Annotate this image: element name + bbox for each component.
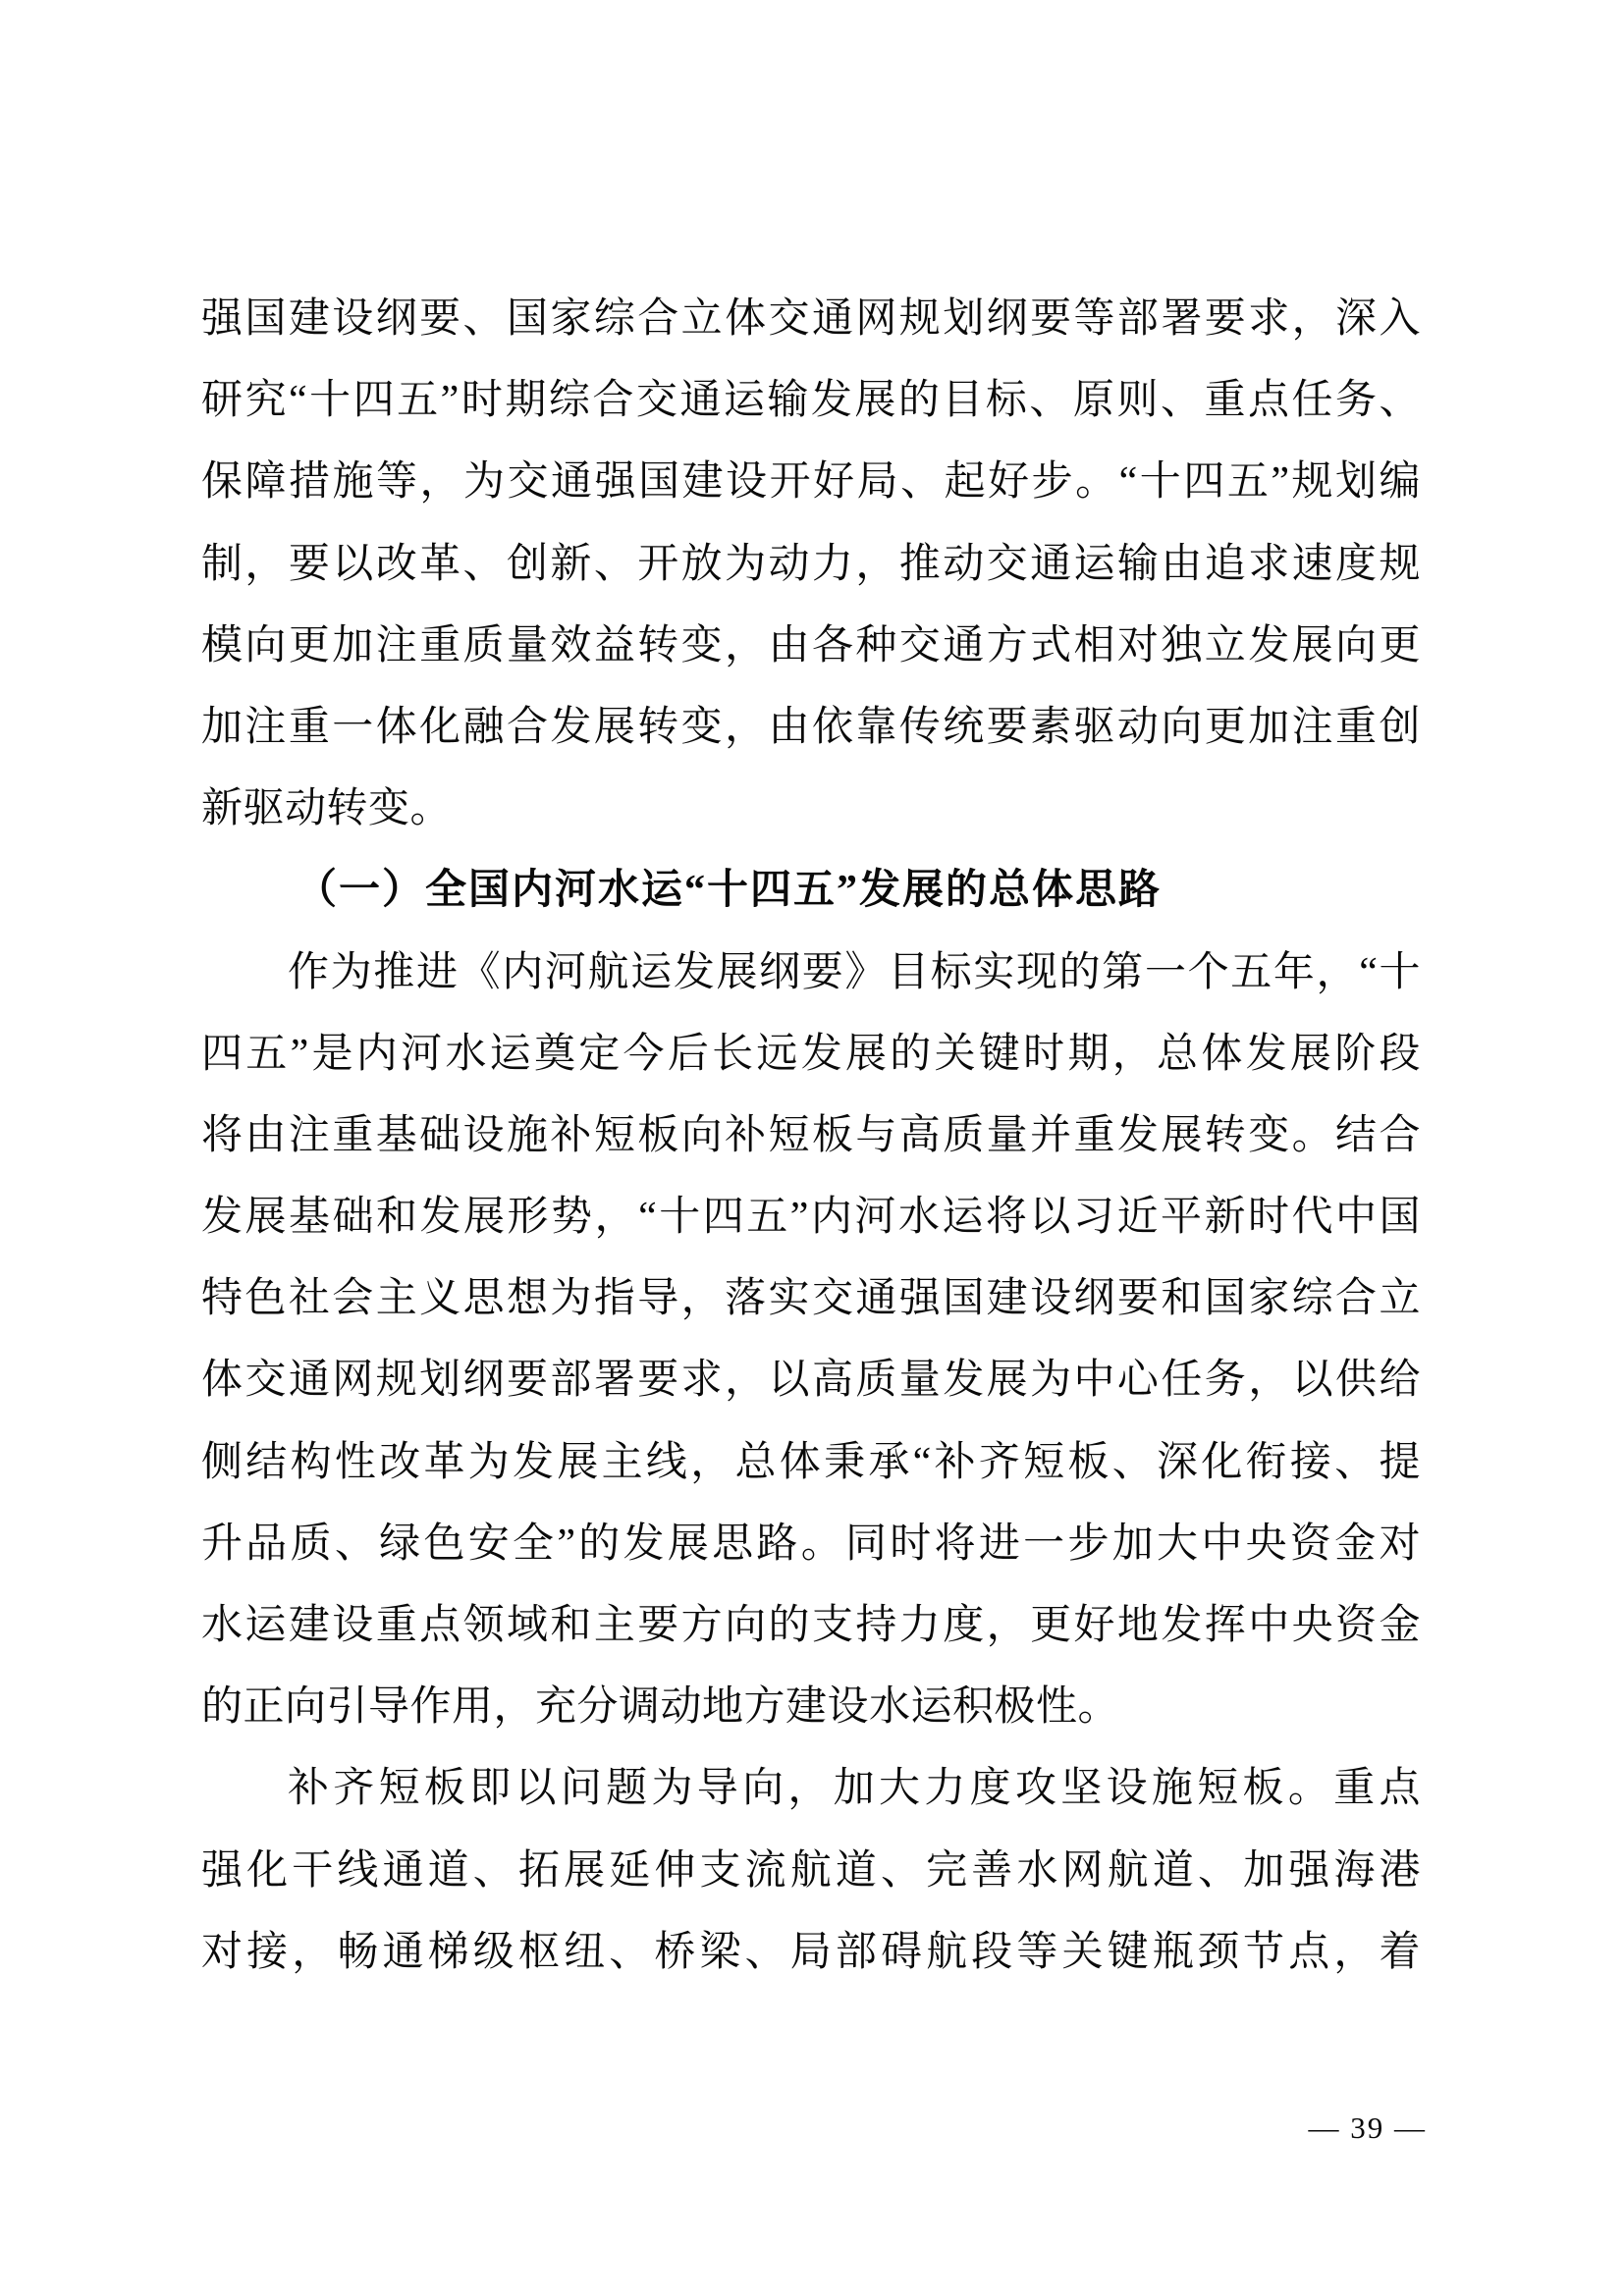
text-line: 作为推进《内河航运发展纲要》目标实现的第一个五年，“十 (288, 949, 1421, 995)
text-line: 将由注重基础设施补短板向补短板与高质量并重发展转变。结合 (201, 1112, 1421, 1158)
section-heading: （一）全国内河水运“十四五”发展的总体思路 (296, 868, 1163, 914)
text-line: 体交通网规划纲要部署要求，以高质量发展为中心任务，以供给 (201, 1358, 1421, 1404)
text-line: 的正向引导作用，充分调动地方建设水运积极性。 (201, 1684, 1120, 1731)
text-line: 特色社会主义思想为指导，落实交通强国建设纲要和国家综合立 (201, 1276, 1421, 1322)
text-line: 模向更加注重质量效益转变，由各种交通方式相对独立发展向更 (201, 622, 1421, 668)
document-body (201, 279, 1421, 1994)
text-line: 保障措施等，为交通强国建设开好局、起好步。“十四五”规划编 (201, 459, 1421, 506)
text-line: 研究“十四五”时期综合交通运输发展的目标、原则、重点任务、 (201, 378, 1421, 424)
text-line: 新驱动转变。 (201, 786, 453, 832)
text-line: 发展基础和发展形势，“十四五”内河水运将以习近平新时代中国 (201, 1195, 1421, 1241)
page-number: — 39 — (1308, 2110, 1427, 2145)
text-line: 四五”是内河水运奠定今后长远发展的关键时期，总体发展阶段 (201, 1031, 1421, 1077)
text-line: 水运建设重点领域和主要方向的支持力度，更好地发挥中央资金 (201, 1603, 1421, 1648)
text-line: 强国建设纲要、国家综合立体交通网规划纲要等部署要求，深入 (201, 296, 1421, 342)
text-line: 强化干线通道、拓展延伸支流航道、完善水网航道、加强海港 (201, 1847, 1421, 1894)
text-line: 制，要以改革、创新、开放为动力，推动交通运输由追求速度规 (201, 541, 1421, 587)
text-line: 对接，畅通梯级枢纽、桥梁、局部碍航段等关键瓶颈节点，着 (201, 1929, 1421, 1975)
text-line: 加注重一体化融合发展转变，由依靠传统要素驱动向更加注重创 (201, 704, 1421, 750)
text-line: 补齐短板即以问题为导向，加大力度攻坚设施短板。重点 (288, 1766, 1421, 1812)
text-line: 侧结构性改革为发展主线，总体秉承“补齐短板、深化衔接、提 (201, 1439, 1421, 1485)
text-line: 升品质、绿色安全”的发展思路。同时将进一步加大中央资金对 (201, 1521, 1421, 1567)
